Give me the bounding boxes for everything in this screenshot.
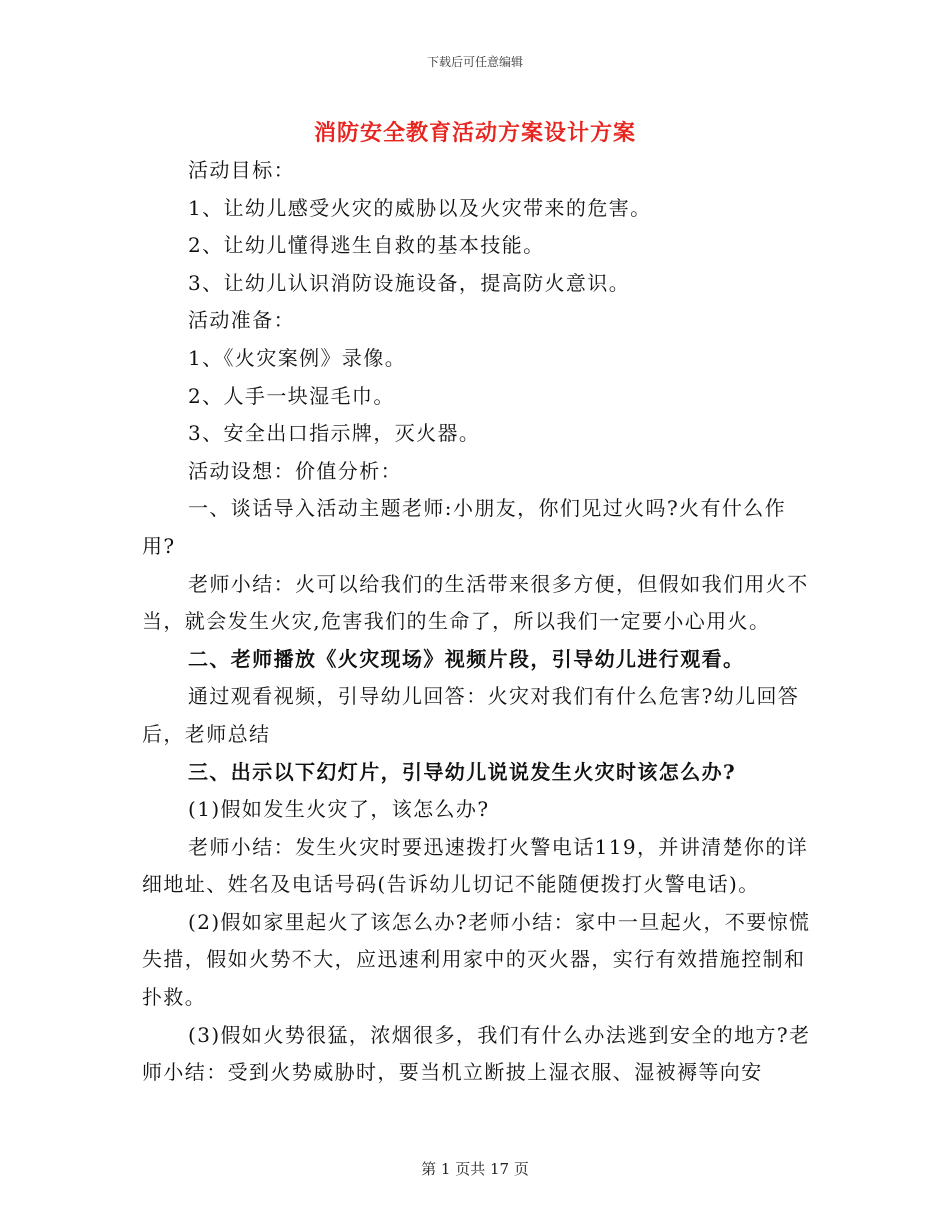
body-paragraph: 一、谈话导入活动主题老师:小朋友，你们见过火吗?火有什么作用? <box>142 496 787 558</box>
document-title: 消防安全教育活动方案设计方案 <box>313 120 636 146</box>
body-paragraph: (2)假如家里起火了该怎么办?老师小结：家中一旦起火，不要惊慌失措，假如火势不大，应迅速利用家中的灭火器，实行有效措施控制和扑救。 <box>142 909 811 1010</box>
body-paragraph: 3、让幼儿认识消防设施设备，提高防火意识。 <box>188 270 631 295</box>
body-paragraph: 二、老师播放《火灾现场》视频片段，引导幼儿进行观看。 <box>188 646 745 671</box>
page-footer: 第 1 页共 17 页 <box>421 1160 529 1178</box>
document-body <box>142 152 814 1092</box>
body-paragraph: (1)假如发生火灾了，该怎么办? <box>188 797 490 822</box>
body-paragraph: 三、出示以下幻灯片，引导幼儿说说发生火灾时该怎么办? <box>188 759 737 784</box>
body-paragraph: 老师小结：火可以给我们的生活带来很多方便，但假如我们用火不当，就会发生火灾,危害我们的生命了，所以我们一定要小心用火。 <box>142 571 809 634</box>
body-paragraph: 通过观看视频，引导幼儿回答：火灾对我们有什么危害?幼儿回答后，老师总结 <box>142 684 800 746</box>
body-paragraph: 2、人手一块湿毛巾。 <box>188 383 395 408</box>
header-note: 下载后可任意编辑 <box>426 55 523 69</box>
body-paragraph: 2、让幼儿懂得逃生自救的基本技能。 <box>188 233 545 258</box>
body-paragraph: 活动设想：价值分析： <box>188 458 402 483</box>
body-paragraph: 1、让幼儿感受火灾的威胁以及火灾带来的危害。 <box>188 195 652 220</box>
body-paragraph: 1、《火灾案例》录像。 <box>188 345 407 370</box>
body-paragraph: 活动准备： <box>188 308 295 333</box>
body-paragraph: 活动目标： <box>188 158 295 182</box>
body-paragraph: (3)假如火势很猛，浓烟很多，我们有什么办法逃到安全的地方?老师小结：受到火势威胁时，要当机立断披上湿衣服、湿被褥等向安 <box>142 1022 811 1085</box>
body-paragraph: 老师小结：发生火灾时要迅速拨打火警电话119，并讲清楚你的详细地址、姓名及电话号码(告诉幼儿切记不能随便拨打火警电话)。 <box>142 834 809 897</box>
body-paragraph: 3、安全出口指示牌，灭火器。 <box>188 421 481 446</box>
